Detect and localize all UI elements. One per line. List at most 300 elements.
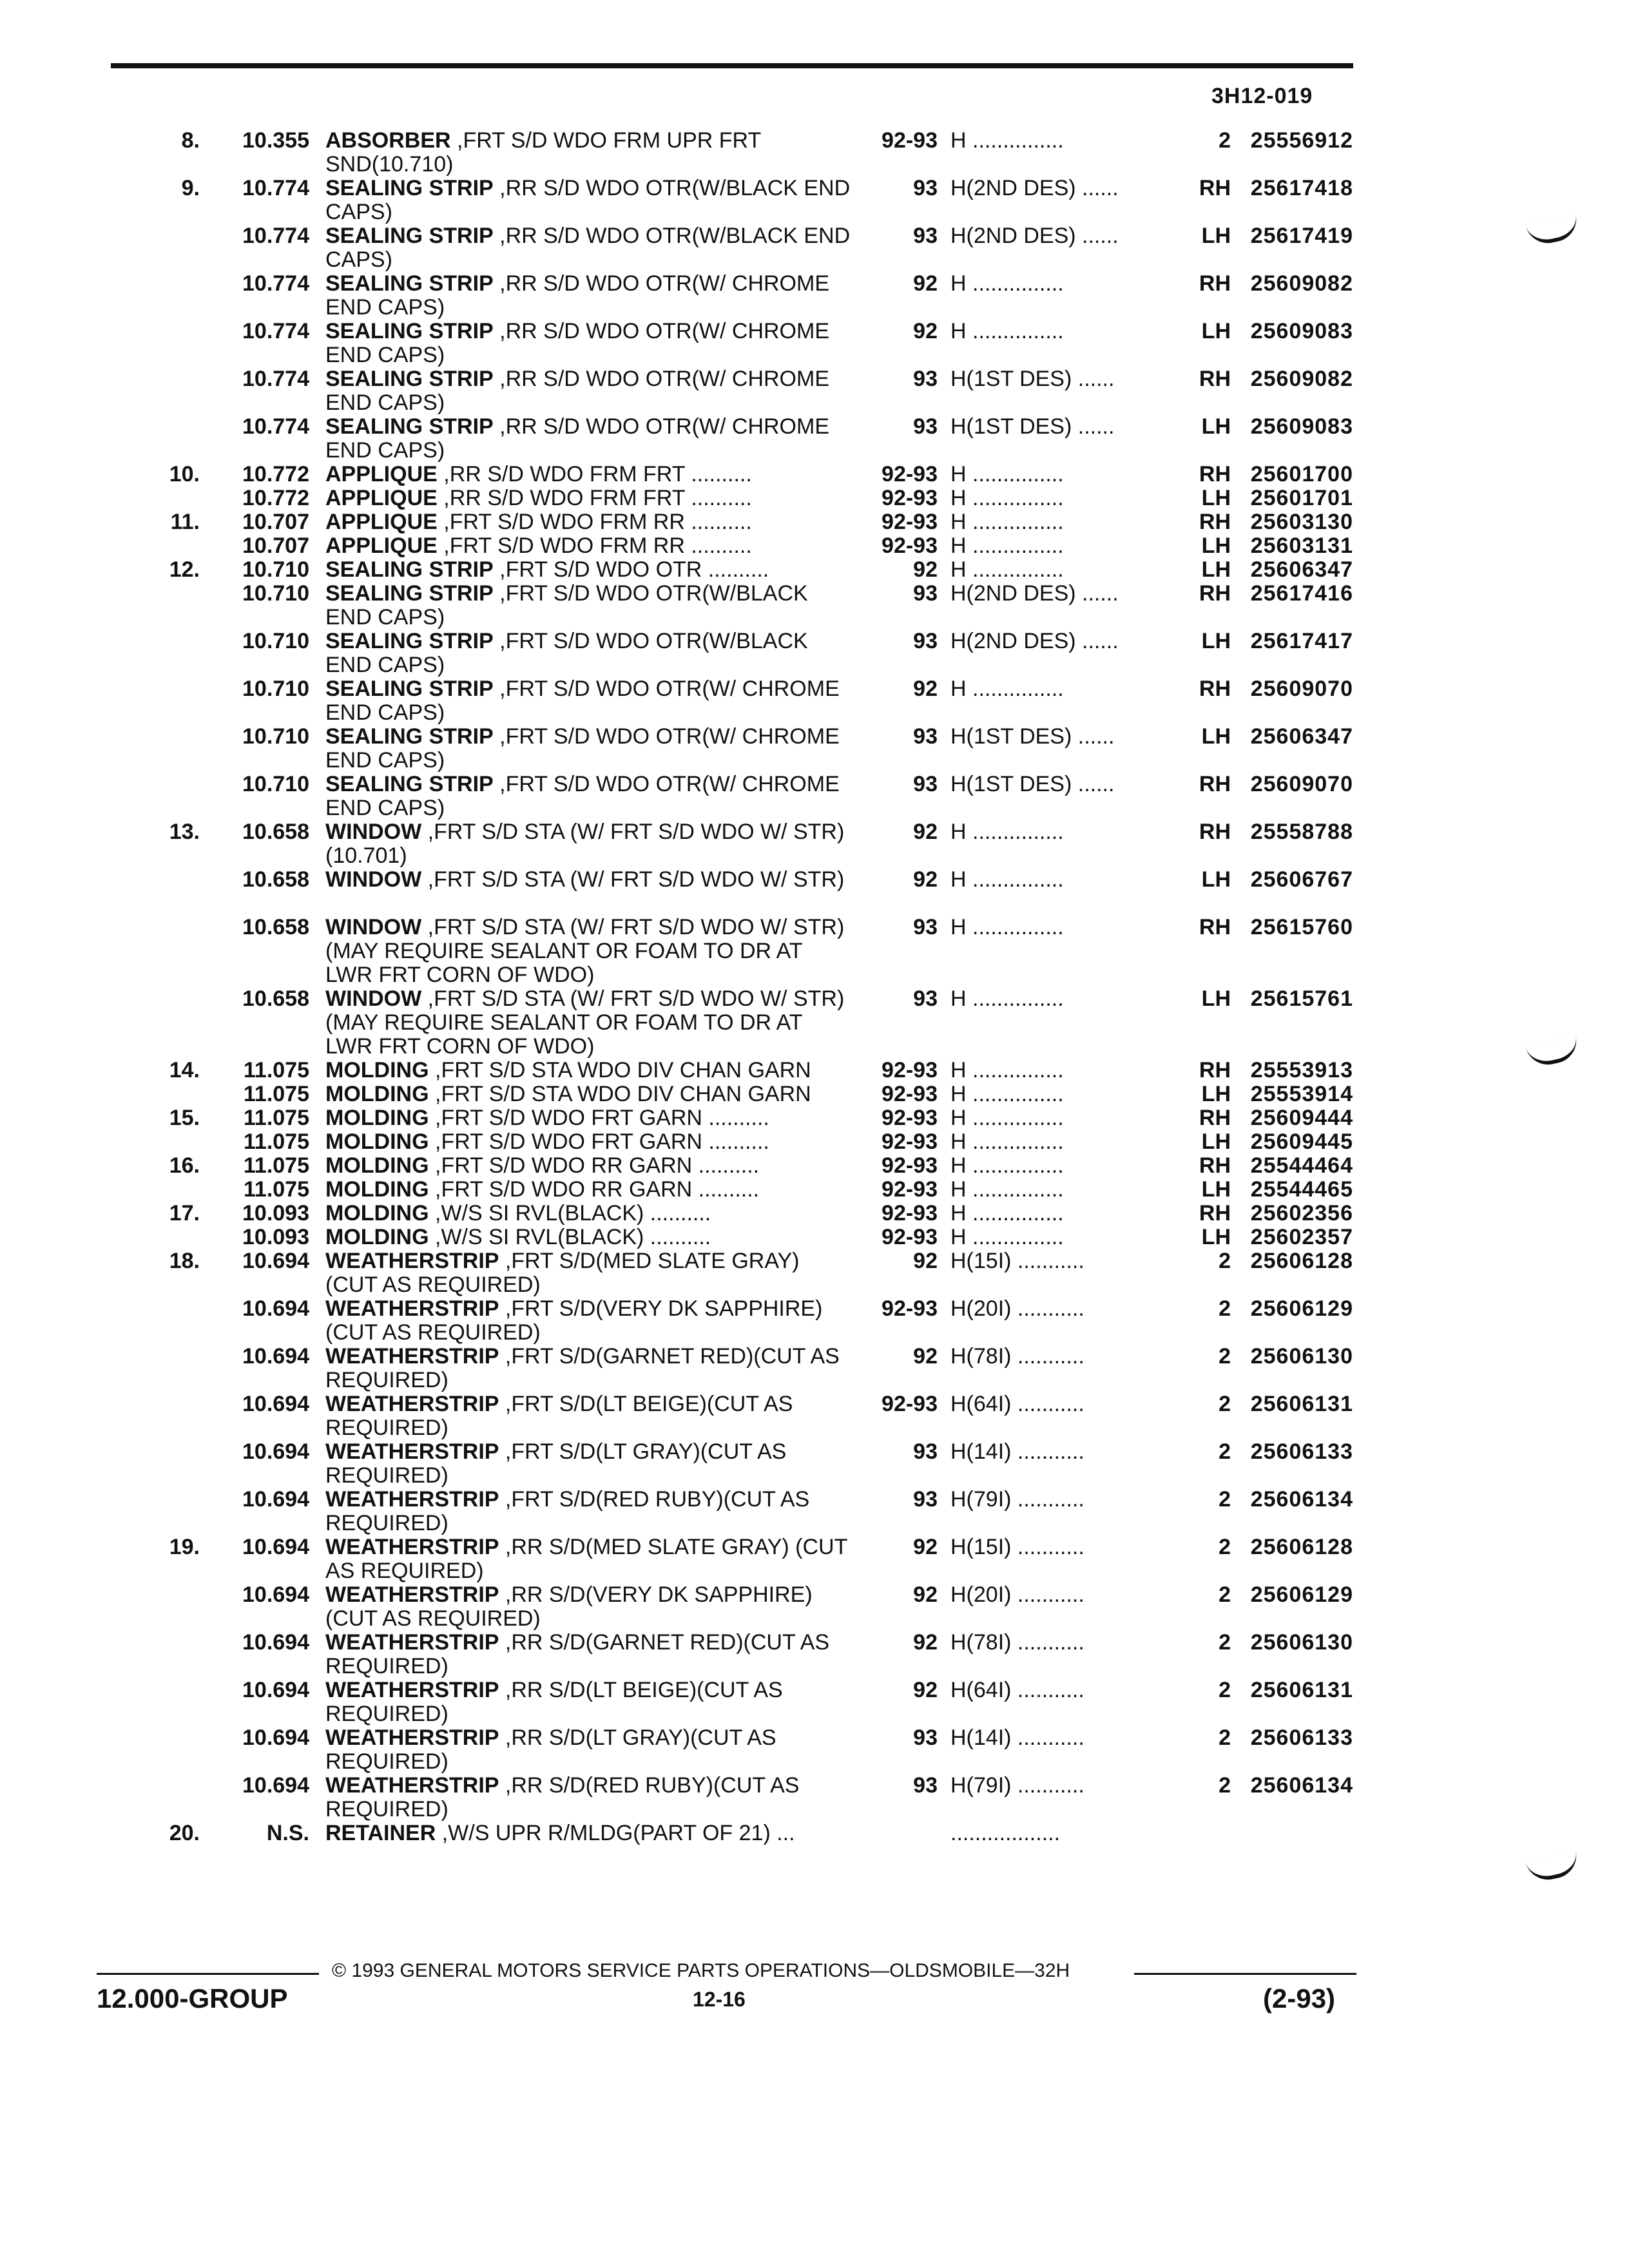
quantity: LH <box>1201 724 1231 749</box>
part-detail: ,FRT S/D WDO OTR(W/ CHROME END CAPS) <box>325 677 840 725</box>
quantity: RH <box>1199 772 1231 796</box>
part-row <box>0 1821 1629 1845</box>
quantity: LH <box>1201 629 1231 653</box>
option-code: H ............... <box>950 1201 1064 1225</box>
part-name: SEALING STRIP <box>325 677 494 701</box>
part-detail: ,RR S/D WDO FRM FRT .......... <box>437 486 752 510</box>
group-number: 10.710 <box>242 677 309 701</box>
model-year: 93 <box>913 414 938 439</box>
model-year: 92-93 <box>882 1201 938 1225</box>
part-description <box>325 582 854 629</box>
group-number: 10.710 <box>242 629 309 653</box>
part-number: 25617419 <box>1250 224 1353 248</box>
part-description <box>325 1821 854 1845</box>
part-name: WEATHERSTRIP <box>325 1344 499 1369</box>
quantity: RH <box>1199 1106 1231 1130</box>
part-description <box>325 1631 854 1678</box>
model-year: 92 <box>913 1249 938 1273</box>
part-number: 25544465 <box>1250 1177 1353 1202</box>
option-code: H ............... <box>950 1177 1064 1202</box>
group-number: 10.355 <box>242 128 309 153</box>
part-number: 25609445 <box>1250 1129 1353 1154</box>
group-number: 10.710 <box>242 772 309 796</box>
group-number: 10.774 <box>242 367 309 391</box>
part-row <box>0 486 1629 510</box>
model-year: 92-93 <box>882 1106 938 1130</box>
part-number: 25615761 <box>1250 986 1353 1011</box>
group-number: 10.774 <box>242 176 309 200</box>
option-code: H(78I) ........... <box>950 1630 1084 1655</box>
option-code: H ............... <box>950 1058 1064 1082</box>
option-code: H ............... <box>950 533 1064 558</box>
part-name: WEATHERSTRIP <box>325 1630 499 1655</box>
part-description <box>325 1345 854 1392</box>
model-year: 92 <box>913 1535 938 1559</box>
option-code: H(14I) ........... <box>950 1725 1084 1750</box>
top-rule <box>111 63 1353 68</box>
ref-number: 13. <box>169 820 200 844</box>
part-row <box>0 1106 1629 1130</box>
part-detail: ,FRT S/D WDO RR GARN .......... <box>429 1153 760 1178</box>
part-description <box>325 1082 854 1106</box>
part-number: 25553914 <box>1250 1082 1353 1106</box>
part-number: 25606128 <box>1250 1535 1353 1559</box>
model-year: 93 <box>913 581 938 606</box>
part-description <box>325 1178 854 1202</box>
part-row <box>0 582 1629 629</box>
quantity: RH <box>1199 1153 1231 1178</box>
part-name: MOLDING <box>325 1129 429 1154</box>
part-row <box>0 1726 1629 1774</box>
part-description <box>325 1774 854 1821</box>
group-number: 11.075 <box>243 1177 309 1202</box>
part-row <box>0 868 1629 916</box>
part-number: 25617417 <box>1250 629 1353 653</box>
part-detail: ,FRT S/D(RED RUBY)(CUT AS REQUIRED) <box>325 1487 810 1535</box>
option-code: H(20I) ........... <box>950 1296 1084 1321</box>
footer-rule-right <box>1134 1973 1356 1975</box>
option-code: H ............... <box>950 1153 1064 1178</box>
part-name: APPLIQUE <box>325 510 438 534</box>
part-detail: ,FRT S/D WDO FRM RR .......... <box>437 510 752 534</box>
model-year: 92-93 <box>882 1129 938 1154</box>
quantity: RH <box>1199 367 1231 391</box>
part-name: MOLDING <box>325 1082 429 1106</box>
part-description <box>325 1726 854 1774</box>
part-row <box>0 725 1629 773</box>
part-number: 25544464 <box>1250 1153 1353 1178</box>
part-description <box>325 1059 854 1082</box>
quantity: LH <box>1201 867 1231 892</box>
option-code: H ............... <box>950 319 1064 343</box>
part-name: WEATHERSTRIP <box>325 1535 499 1559</box>
model-year: 92-93 <box>882 1392 938 1416</box>
part-description <box>325 1225 854 1249</box>
part-description <box>325 1583 854 1631</box>
part-detail: ,W/S UPR R/MLDG(PART OF 21) ... <box>436 1821 795 1845</box>
part-detail: ,FRT S/D WDO FRM RR .......... <box>437 533 752 558</box>
model-year: 92-93 <box>882 1225 938 1249</box>
part-detail: ,FRT S/D(MED SLATE GRAY) (CUT AS REQUIRED) <box>325 1249 800 1297</box>
part-row <box>0 1488 1629 1535</box>
part-number: 25609083 <box>1250 319 1353 343</box>
part-name: WINDOW <box>325 867 422 892</box>
part-number: 25606130 <box>1250 1344 1353 1369</box>
part-number: 25558788 <box>1250 820 1353 844</box>
model-year: 93 <box>913 176 938 200</box>
part-number: 25615760 <box>1250 915 1353 939</box>
part-description <box>325 677 854 725</box>
part-description <box>325 510 854 534</box>
part-number: 25617418 <box>1250 176 1353 200</box>
group-number: N.S. <box>266 1821 309 1845</box>
part-row <box>0 1535 1629 1583</box>
part-number: 25606133 <box>1250 1439 1353 1464</box>
model-year: 92-93 <box>882 510 938 534</box>
part-row <box>0 1297 1629 1345</box>
part-description <box>325 1202 854 1225</box>
part-row <box>0 1774 1629 1821</box>
option-code: H(1ST DES) ...... <box>950 367 1115 391</box>
model-year: 92 <box>913 1582 938 1607</box>
part-row <box>0 677 1629 725</box>
part-description <box>325 558 854 582</box>
quantity: LH <box>1201 1177 1231 1202</box>
part-detail: ,RR S/D WDO OTR(W/BLACK END CAPS) <box>325 224 851 272</box>
part-description <box>325 129 854 177</box>
part-number: 25609082 <box>1250 271 1353 296</box>
part-name: APPLIQUE <box>325 462 438 486</box>
part-description <box>325 1154 854 1178</box>
part-detail: ,RR S/D WDO OTR(W/ CHROME END CAPS) <box>325 271 829 320</box>
model-year: 92-93 <box>882 1058 938 1082</box>
quantity: 2 <box>1219 1392 1231 1416</box>
quantity: RH <box>1199 271 1231 296</box>
model-year: 92 <box>913 557 938 582</box>
group-number: 10.658 <box>242 986 309 1011</box>
quantity: LH <box>1201 986 1231 1011</box>
part-row <box>0 1059 1629 1082</box>
group-number: 10.694 <box>242 1392 309 1416</box>
quantity: LH <box>1201 557 1231 582</box>
quantity: RH <box>1199 1201 1231 1225</box>
part-detail: ,FRT S/D(LT BEIGE)(CUT AS REQUIRED) <box>325 1392 793 1440</box>
part-row <box>0 987 1629 1059</box>
part-description <box>325 534 854 558</box>
part-name: SEALING STRIP <box>325 581 494 606</box>
part-detail: ,RR S/D WDO OTR(W/ CHROME END CAPS) <box>325 414 829 463</box>
part-name: WEATHERSTRIP <box>325 1249 499 1273</box>
option-code: H(1ST DES) ...... <box>950 724 1115 749</box>
part-number: 25603131 <box>1250 533 1353 558</box>
quantity: RH <box>1199 915 1231 939</box>
group-number: 10.774 <box>242 271 309 296</box>
part-name: WEATHERSTRIP <box>325 1392 499 1416</box>
group-number: 10.772 <box>242 486 309 510</box>
quantity: 2 <box>1219 1487 1231 1512</box>
quantity: LH <box>1201 1225 1231 1249</box>
part-name: MOLDING <box>325 1177 429 1202</box>
option-code: H ............... <box>950 271 1064 296</box>
part-description <box>325 367 854 415</box>
part-detail: ,FRT S/D STA (W/ FRT S/D WDO W/ STR) <box>421 867 845 892</box>
part-name: WINDOW <box>325 915 422 939</box>
part-name: SEALING STRIP <box>325 724 494 749</box>
part-number: 25606347 <box>1250 724 1353 749</box>
part-name: SEALING STRIP <box>325 367 494 391</box>
group-number: 10.774 <box>242 319 309 343</box>
quantity: 2 <box>1219 1582 1231 1607</box>
group-number: 10.093 <box>242 1225 309 1249</box>
option-code: H(79I) ........... <box>950 1773 1084 1798</box>
part-row <box>0 629 1629 677</box>
part-description <box>325 1297 854 1345</box>
part-number: 25553913 <box>1250 1058 1353 1082</box>
quantity: LH <box>1201 414 1231 439</box>
option-code: H ............... <box>950 1082 1064 1106</box>
part-number: 25606129 <box>1250 1582 1353 1607</box>
model-year: 92-93 <box>882 462 938 486</box>
group-number: 11.075 <box>243 1106 309 1130</box>
part-detail: ,FRT S/D(GARNET RED)(CUT AS REQUIRED) <box>325 1344 840 1392</box>
ref-number: 11. <box>170 510 200 534</box>
group-number: 10.772 <box>242 462 309 486</box>
part-name: SEALING STRIP <box>325 629 494 653</box>
part-name: WEATHERSTRIP <box>325 1296 499 1321</box>
model-year: 92-93 <box>882 128 938 153</box>
part-detail: ,FRT S/D STA (W/ FRT S/D WDO W/ STR)(MAY REQUIRE SEALANT OR FOAM TO DR AT LWR FRT CORN OF WDO) <box>325 915 845 987</box>
part-number: 25606130 <box>1250 1630 1353 1655</box>
model-year: 92 <box>913 867 938 892</box>
model-year: 93 <box>913 629 938 653</box>
option-code: H(79I) ........... <box>950 1487 1084 1512</box>
part-number: 25556912 <box>1250 128 1353 153</box>
option-code: H(14I) ........... <box>950 1439 1084 1464</box>
part-detail: ,RR S/D WDO OTR(W/BLACK END CAPS) <box>325 176 851 224</box>
part-name: WEATHERSTRIP <box>325 1582 499 1607</box>
group-number: 10.694 <box>242 1487 309 1512</box>
quantity: 2 <box>1219 1439 1231 1464</box>
part-description <box>325 1106 854 1130</box>
part-number: 25601700 <box>1250 462 1353 486</box>
option-code: H ............... <box>950 486 1064 510</box>
model-year: 93 <box>913 224 938 248</box>
part-number: 25617416 <box>1250 581 1353 606</box>
group-number: 10.093 <box>242 1201 309 1225</box>
part-name: APPLIQUE <box>325 486 438 510</box>
parts-list <box>0 129 1629 1845</box>
part-row <box>0 1345 1629 1392</box>
model-year: 92-93 <box>882 1177 938 1202</box>
part-name: SEALING STRIP <box>325 414 494 439</box>
option-code: H ............... <box>950 915 1064 939</box>
part-number: 25606134 <box>1250 1773 1353 1798</box>
option-code: H(2ND DES) ...... <box>950 581 1119 606</box>
model-year: 92 <box>913 1630 938 1655</box>
copyright: © 1993 GENERAL MOTORS SERVICE PARTS OPERATIONS—OLDSMOBILE—32H <box>332 1960 1070 1981</box>
model-year: 92-93 <box>882 1153 938 1178</box>
part-description <box>325 987 854 1059</box>
option-code: H(2ND DES) ...... <box>950 176 1119 200</box>
group-number: 10.658 <box>242 820 309 844</box>
option-code: H ............... <box>950 677 1064 701</box>
part-row <box>0 1440 1629 1488</box>
quantity: LH <box>1201 486 1231 510</box>
group-label: 12.000-GROUP <box>97 1983 288 2013</box>
option-code: H(20I) ........... <box>950 1582 1084 1607</box>
part-detail: ,FRT S/D STA (W/ FRT S/D WDO W/ STR)(10.701) <box>325 820 845 868</box>
part-name: SEALING STRIP <box>325 319 494 343</box>
part-name: MOLDING <box>325 1106 429 1130</box>
ref-number: 18. <box>169 1249 200 1273</box>
part-number: 25606134 <box>1250 1487 1353 1512</box>
group-number: 10.774 <box>242 414 309 439</box>
part-detail: ,RR S/D(LT GRAY)(CUT AS REQUIRED) <box>325 1725 776 1774</box>
part-detail: ,FRT S/D WDO OTR .......... <box>493 557 769 582</box>
part-detail: ,FRT S/D WDO RR GARN .......... <box>429 1177 760 1202</box>
part-name: WEATHERSTRIP <box>325 1487 499 1512</box>
quantity: LH <box>1201 533 1231 558</box>
option-code: H(2ND DES) ...... <box>950 224 1119 248</box>
model-year: 92-93 <box>882 486 938 510</box>
part-description <box>325 773 854 820</box>
part-row <box>0 1154 1629 1178</box>
option-code: H(2ND DES) ...... <box>950 629 1119 653</box>
part-row <box>0 1678 1629 1726</box>
part-row <box>0 820 1629 868</box>
part-number: 25603130 <box>1250 510 1353 534</box>
group-number: 10.694 <box>242 1439 309 1464</box>
quantity: RH <box>1199 1058 1231 1082</box>
group-number: 10.658 <box>242 915 309 939</box>
part-name: SEALING STRIP <box>325 772 494 796</box>
part-number: 25609444 <box>1250 1106 1353 1130</box>
part-description <box>325 629 854 677</box>
group-number: 10.694 <box>242 1344 309 1369</box>
option-code: H ............... <box>950 462 1064 486</box>
part-number: 25606347 <box>1250 557 1353 582</box>
ref-number: 15. <box>169 1106 200 1130</box>
quantity: LH <box>1201 224 1231 248</box>
group-number: 10.658 <box>242 867 309 892</box>
footer-rule-left <box>97 1973 319 1975</box>
part-name: SEALING STRIP <box>325 224 494 248</box>
part-name: WINDOW <box>325 820 422 844</box>
option-code: H(1ST DES) ...... <box>950 414 1115 439</box>
doc-code: 3H12-019 <box>1211 84 1313 108</box>
part-number: 25602357 <box>1250 1225 1353 1249</box>
model-year: 92 <box>913 319 938 343</box>
part-description <box>325 1130 854 1154</box>
option-code: H ............... <box>950 820 1064 844</box>
group-number: 10.710 <box>242 557 309 582</box>
ref-number: 16. <box>169 1153 200 1178</box>
model-year: 93 <box>913 1487 938 1512</box>
part-name: RETAINER <box>325 1821 436 1845</box>
part-row <box>0 367 1629 415</box>
part-number: 25609082 <box>1250 367 1353 391</box>
part-row <box>0 1082 1629 1106</box>
part-description <box>325 725 854 773</box>
ref-number: 8. <box>181 128 200 153</box>
model-year: 92-93 <box>882 1082 938 1106</box>
model-year: 93 <box>913 1725 938 1750</box>
part-name: SEALING STRIP <box>325 557 494 582</box>
group-number: 10.694 <box>242 1773 309 1798</box>
part-detail: ,W/S SI RVL(BLACK) .......... <box>429 1225 711 1249</box>
part-number: 25606128 <box>1250 1249 1353 1273</box>
group-number: 10.694 <box>242 1249 309 1273</box>
part-row <box>0 534 1629 558</box>
model-year: 92 <box>913 271 938 296</box>
part-row <box>0 1130 1629 1154</box>
part-detail: ,RR S/D(MED SLATE GRAY) (CUT AS REQUIRED) <box>325 1535 847 1583</box>
option-code: H ............... <box>950 1129 1064 1154</box>
model-year: 92-93 <box>882 533 938 558</box>
ref-number: 9. <box>181 176 200 200</box>
part-description <box>325 224 854 272</box>
option-code: H ............... <box>950 557 1064 582</box>
part-number: 25609083 <box>1250 414 1353 439</box>
part-name: APPLIQUE <box>325 533 438 558</box>
model-year: 93 <box>913 915 938 939</box>
quantity: 2 <box>1219 1296 1231 1321</box>
part-row <box>0 463 1629 486</box>
option-code: H ............... <box>950 986 1064 1011</box>
ref-number: 17. <box>169 1201 200 1225</box>
part-detail: ,FRT S/D STA (W/ FRT S/D WDO W/ STR)(MAY REQUIRE SEALANT OR FOAM TO DR AT LWR FRT CORN OF WDO) <box>325 986 845 1059</box>
group-number: 10.694 <box>242 1296 309 1321</box>
part-detail: ,FRT S/D WDO OTR(W/BLACK END CAPS) <box>325 581 808 629</box>
part-description <box>325 820 854 868</box>
part-row <box>0 272 1629 320</box>
part-detail: ,RR S/D(LT BEIGE)(CUT AS REQUIRED) <box>325 1678 783 1726</box>
option-code: H(78I) ........... <box>950 1344 1084 1369</box>
ref-number: 20. <box>169 1821 200 1845</box>
part-description <box>325 415 854 463</box>
part-detail: ,FRT S/D WDO OTR(W/BLACK END CAPS) <box>325 629 808 677</box>
group-number: 10.774 <box>242 224 309 248</box>
part-detail: ,FRT S/D WDO FRT GARN .......... <box>429 1129 769 1154</box>
part-number: 25606133 <box>1250 1725 1353 1750</box>
part-row <box>0 415 1629 463</box>
part-name: WEATHERSTRIP <box>325 1439 499 1464</box>
part-detail: ,RR S/D WDO OTR(W/ CHROME END CAPS) <box>325 319 829 367</box>
model-year: 92 <box>913 677 938 701</box>
part-detail: ,FRT S/D WDO FRM UPR FRT SND(10.710) <box>325 128 761 177</box>
part-row <box>0 1249 1629 1297</box>
page-number: 12-16 <box>693 1988 746 2011</box>
part-name: WINDOW <box>325 986 422 1011</box>
part-detail: ,FRT S/D STA WDO DIV CHAN GARN <box>429 1058 811 1082</box>
option-code: H ............... <box>950 867 1064 892</box>
part-number: 25602356 <box>1250 1201 1353 1225</box>
model-year: 92-93 <box>882 1296 938 1321</box>
option-code: .................. <box>950 1821 1061 1845</box>
part-detail: ,RR S/D(GARNET RED)(CUT AS REQUIRED) <box>325 1630 830 1678</box>
part-row <box>0 177 1629 224</box>
part-row <box>0 510 1629 534</box>
part-detail: ,FRT S/D STA WDO DIV CHAN GARN <box>429 1082 811 1106</box>
part-row <box>0 129 1629 177</box>
part-name: SEALING STRIP <box>325 176 494 200</box>
part-number: 25606131 <box>1250 1392 1353 1416</box>
option-code: H ............... <box>950 510 1064 534</box>
part-name: MOLDING <box>325 1201 429 1225</box>
quantity: 2 <box>1219 1630 1231 1655</box>
part-number: 25606767 <box>1250 867 1353 892</box>
model-year: 93 <box>913 986 938 1011</box>
